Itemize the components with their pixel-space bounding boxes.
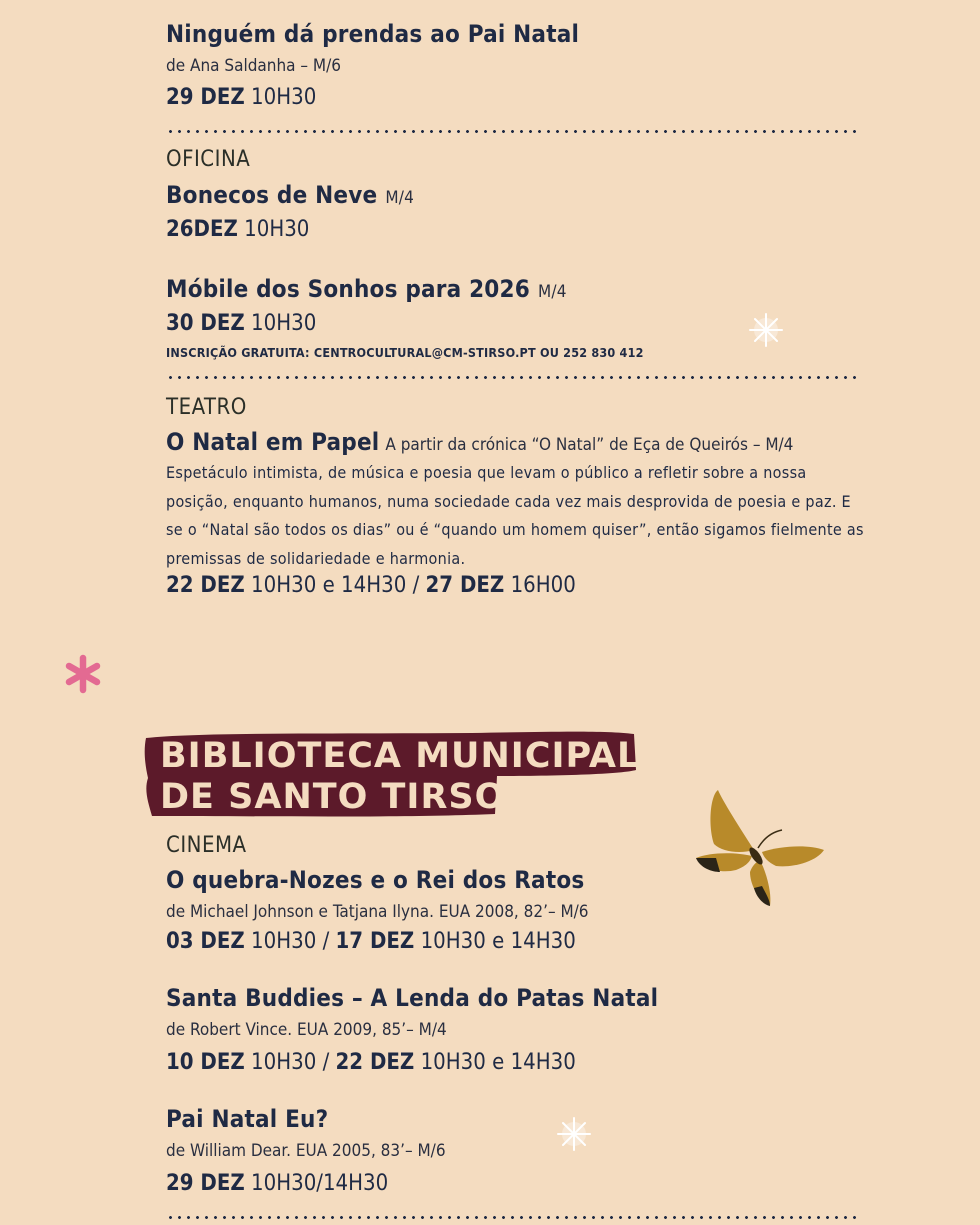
theatre-title-line (166, 428, 793, 456)
section-banner-title (160, 736, 640, 818)
date-time: 10H30 / (244, 1050, 336, 1075)
film-dates (166, 1050, 576, 1075)
date-bold: 30 DEZ (166, 311, 245, 336)
film-dates (166, 1171, 388, 1196)
date-bold: 26DEZ (166, 217, 238, 242)
workshop-date (166, 311, 316, 336)
age-rating: M/4 (537, 282, 567, 302)
date-time: 10H30 e 14H30 (414, 929, 576, 954)
film-credit: de Robert Vince. EUA 2009, 85’– M/4 (166, 1020, 447, 1040)
date-bold: 10 DEZ (166, 1050, 245, 1075)
date-time: 16H00 (504, 573, 576, 598)
date-time: 10H30 e 14H30 (414, 1050, 576, 1075)
workshop-title (166, 275, 567, 303)
date-bold: 29 DEZ (166, 85, 245, 110)
theatre-title: O Natal em Papel (166, 428, 380, 456)
date-time: 10H30 (244, 85, 317, 110)
workshop-title-text: Móbile dos Sonhos para 2026 (166, 275, 530, 303)
theatre-dates (166, 573, 576, 598)
category-label: CINEMA (166, 833, 247, 858)
theatre-source: A partir da crónica “O Natal” de Eça de Queirós – M/4 (385, 435, 794, 455)
workshop-date (166, 217, 309, 242)
film-title: Santa Buddies – A Lenda do Patas Natal (166, 984, 659, 1012)
banner-line: BIBLIOTECA MUNICIPAL (160, 736, 641, 776)
theatre-description: Espetáculo intimista, de música e poesia que levam o público a refletir sobre a nossa posição, enquanto humanos, numa sociedade cada vez mais desprovida de poesia e paz. E se o “Natal são todos os dias” ou é “quando um homem quiser”, então sigamos fielmente as premissas de solidariedade e harmonia. (166, 463, 864, 568)
date-time: 10H30/14H30 (244, 1171, 389, 1196)
age-rating: M/4 (385, 188, 415, 208)
workshop-title-text: Bonecos de Neve (166, 181, 378, 209)
dotted-divider (166, 1216, 856, 1219)
date-bold: 22 DEZ (335, 1050, 415, 1075)
dotted-divider (166, 130, 856, 133)
film-credit: de Michael Johnson e Tatjana Ilyna. EUA 2008, 82’– M/6 (166, 902, 589, 922)
film-dates (166, 929, 576, 954)
asterisk-icon (63, 654, 103, 694)
banner-line: DE SANTO TIRSO (160, 777, 506, 817)
workshop-title (166, 181, 414, 209)
date-bold: 22 DEZ (166, 573, 245, 598)
date-bold: 29 DEZ (166, 1171, 245, 1196)
category-label: OFICINA (166, 147, 251, 172)
category-label: TEATRO (166, 395, 247, 420)
date-bold: 17 DEZ (335, 929, 415, 954)
date-bold: 27 DEZ (425, 573, 505, 598)
film-title: O quebra-Nozes e o Rei dos Ratos (166, 866, 585, 894)
date-time: 10H30 (237, 217, 310, 242)
butterfly-icon (692, 786, 828, 910)
date-time: 10H30 (244, 311, 317, 336)
event-title: Ninguém dá prendas ao Pai Natal (166, 20, 580, 48)
sparkle-icon (552, 1112, 596, 1156)
film-credit: de William Dear. EUA 2005, 83’– M/6 (166, 1141, 446, 1161)
dotted-divider (166, 376, 856, 379)
event-credit: de Ana Saldanha – M/6 (166, 56, 341, 76)
sparkle-icon (744, 308, 788, 352)
date-bold: 03 DEZ (166, 929, 245, 954)
registration-note: INSCRIÇÃO GRATUITA: CENTROCULTURAL@CM-STIRSO.PT OU 252 830 412 (166, 345, 644, 360)
date-time: 10H30 / (244, 929, 336, 954)
event-date (166, 85, 316, 110)
film-title: Pai Natal Eu? (166, 1105, 329, 1133)
date-time: 10H30 e 14H30 / (244, 573, 426, 598)
